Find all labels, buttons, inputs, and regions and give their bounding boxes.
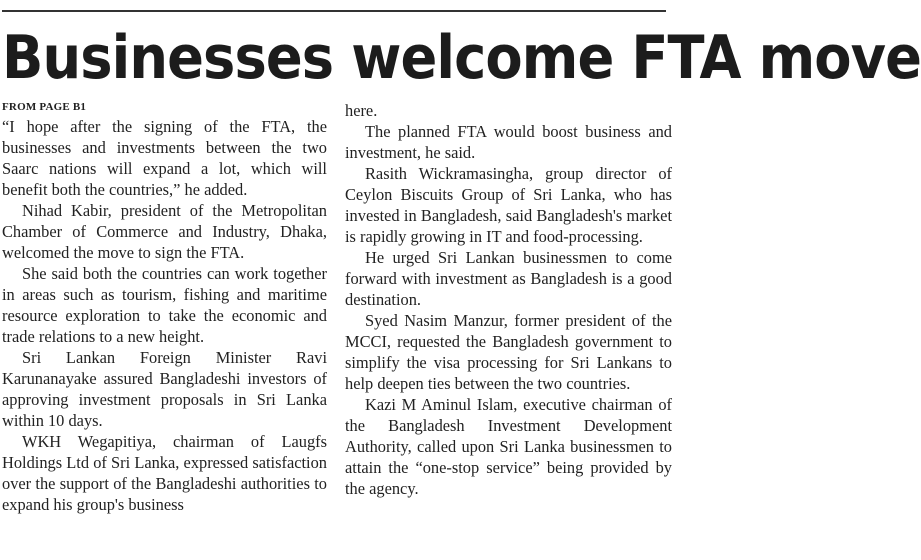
article-body [2,100,674,515]
paragraph: The planned FTA would boost business and investment, he said. [345,122,672,162]
paragraph: Kazi M Aminul Islam, executive chairman of the Bangladesh Investment Development Authority, called upon Sri Lanka businessmen to attain the “one-stop service” being provided by the agency. [345,395,672,498]
left-column [2,100,327,515]
paragraph: Syed Nasim Manzur, former president of the MCCI, requested the Bangladesh government to simplify the visa processing for Sri Lankans to help deepen ties between the two countries. [345,311,672,393]
paragraph: Rasith Wickramasingha, group director of Ceylon Biscuits Group of Sri Lanka, who has invested in Bangladesh, said Bangladesh's market is rapidly growing in IT and food-processing. [345,164,672,246]
paragraph: WKH Wegapitiya, chairman of Laugfs Holdings Ltd of Sri Lanka, expressed satisfaction over the support of the Bangladeshi authorities to expand his group's business [2,432,327,514]
paragraph: Sri Lankan Foreign Minister Ravi Karunanayake assured Bangladeshi investors of approving investment proposals in Sri Lanka within 10 days. [2,348,327,430]
paragraph: He urged Sri Lankan businessmen to come forward with investment as Bangladesh is a good destination. [345,248,672,309]
headline: Businesses welcome FTA move [2,23,921,93]
paragraph: Nihad Kabir, president of the Metropolitan Chamber of Commerce and Industry, Dhaka, welcomed the move to sign the FTA. [2,201,327,262]
right-column [345,100,672,515]
jump-label: FROM PAGE B1 [2,101,87,113]
paragraph: “I hope after the signing of the FTA, the businesses and investments between the two Saarc nations will expand a lot, which will benefit both the countries,” he added. [2,117,327,199]
paragraph: She said both the countries can work together in areas such as tourism, fishing and maritime resource exploration to take the economic and trade relations to a new height. [2,264,327,346]
paragraph: here. [345,101,378,120]
top-rule [2,10,666,12]
